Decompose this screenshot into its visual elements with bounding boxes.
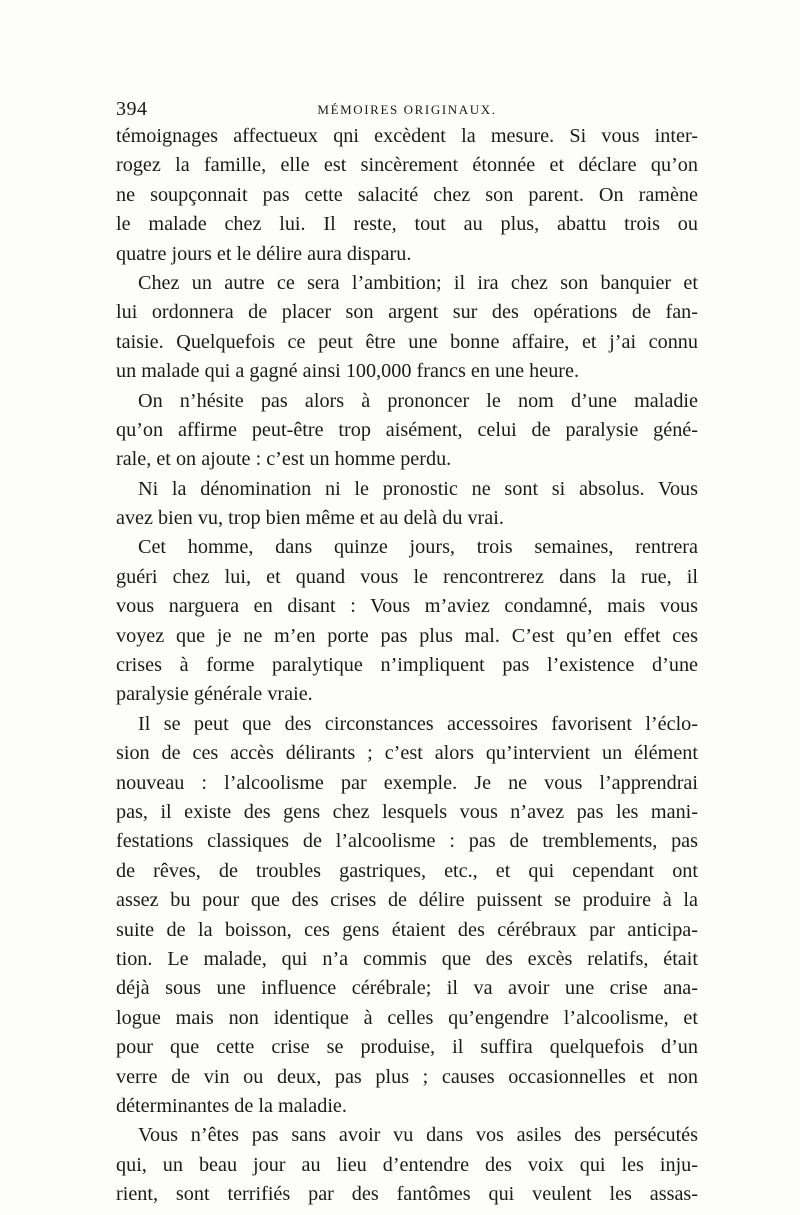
text-line: déjà sous une influence cérébrale; il va avoir une crise ana- bbox=[116, 977, 698, 1000]
text-line: voyez que je ne m’en porte pas plus mal. C’est qu’en effet ces bbox=[116, 624, 698, 647]
text-line: de rêves, de troubles gastriques, etc., et qui cependant ont bbox=[116, 859, 698, 882]
text-line: assez bu pour que des crises de délire puissent se produire à la bbox=[116, 889, 698, 912]
text-line: tion. Le malade, qui n’a commis que des excès relatifs, était bbox=[116, 947, 698, 970]
text-line: On n’hésite pas alors à prononcer le nom d’une maladie bbox=[138, 389, 698, 412]
text-line: logue mais non identique à celles qu’engendre l’alcoolisme, et bbox=[116, 1006, 698, 1029]
text-line: témoignages affectueux qni excèdent la mesure. Si vous inter- bbox=[116, 125, 698, 147]
text-line: le malade chez lui. Il reste, tout au plus, abattu trois ou bbox=[116, 213, 698, 236]
text-line: sion de ces accès délirants ; c’est alors qu’intervient un élément bbox=[116, 742, 698, 765]
text-line: Chez un autre ce sera l’ambition; il ira chez son banquier et bbox=[138, 271, 698, 294]
text-line: pour que cette crise se produise, il suffira quelquefois d’un bbox=[116, 1036, 698, 1059]
text-line: crises à forme paralytique n’impliquent pas l’existence d’une bbox=[116, 654, 698, 677]
text-line: suite de la boisson, ces gens étaient des cérébraux par anticipa- bbox=[116, 918, 698, 941]
text-line: verre de vin ou deux, pas plus ; causes occasionnelles et non bbox=[116, 1065, 698, 1088]
text-line: nouveau : l’alcoolisme par exemple. Je ne vous l’apprendrai bbox=[116, 771, 698, 794]
text-line: festations classiques de l’alcoolisme : pas de tremblements, pas bbox=[116, 830, 698, 853]
body-text bbox=[116, 122, 698, 1209]
text-line: Vous n’êtes pas sans avoir vu dans vos asiles des persécutés bbox=[138, 1124, 698, 1147]
text-line: rient, sont terrifiés par des fantômes qui veulent les assas- bbox=[116, 1183, 698, 1206]
text-line: quatre jours et le délire aura disparu. bbox=[116, 242, 412, 265]
text-line: Ni la dénomination ni le pronostic ne sont si absolus. Vous bbox=[138, 477, 698, 500]
text-line: un malade qui a gagné ainsi 100,000 francs en une heure. bbox=[116, 360, 580, 383]
text-line: rogez la famille, elle est sincèrement étonnée et déclare qu’on bbox=[116, 154, 698, 177]
text-line: Cet homme, dans quinze jours, trois semaines, rentrera bbox=[138, 536, 698, 559]
text-line: rale, et on ajoute : c’est un homme perdu. bbox=[116, 448, 452, 471]
text-line: ne soupçonnait pas cette salacité chez son parent. On ramène bbox=[116, 183, 698, 206]
text-line: paralysie générale vraie. bbox=[116, 683, 313, 706]
text-line: déterminantes de la maladie. bbox=[116, 1094, 347, 1117]
text-line: qu’on affirme peut-être trop aisément, celui de paralysie géné- bbox=[116, 418, 698, 441]
text-line: avez bien vu, trop bien même et au delà du vrai. bbox=[116, 507, 504, 530]
text-line: guéri chez lui, et quand vous le rencontrerez dans la rue, il bbox=[116, 565, 698, 588]
page-number: 394 bbox=[116, 98, 148, 120]
text-line: qui, un beau jour au lieu d’entendre des voix qui les inju- bbox=[116, 1153, 698, 1176]
text-line: Il se peut que des circonstances accessoires favorisent l’éclo- bbox=[138, 712, 698, 735]
text-line: lui ordonnera de placer son argent sur des opérations de fan- bbox=[116, 301, 698, 324]
running-title: MÉMOIRES ORIGINAUX. bbox=[317, 102, 497, 117]
text-line: vous narguera en disant : Vous m’aviez condamné, mais vous bbox=[116, 595, 698, 618]
text-line: taisie. Quelquefois ce peut être une bonne affaire, et j’ai connu bbox=[116, 330, 698, 353]
text-line: pas, il existe des gens chez lesquels vous n’avez pas les mani- bbox=[116, 800, 698, 823]
